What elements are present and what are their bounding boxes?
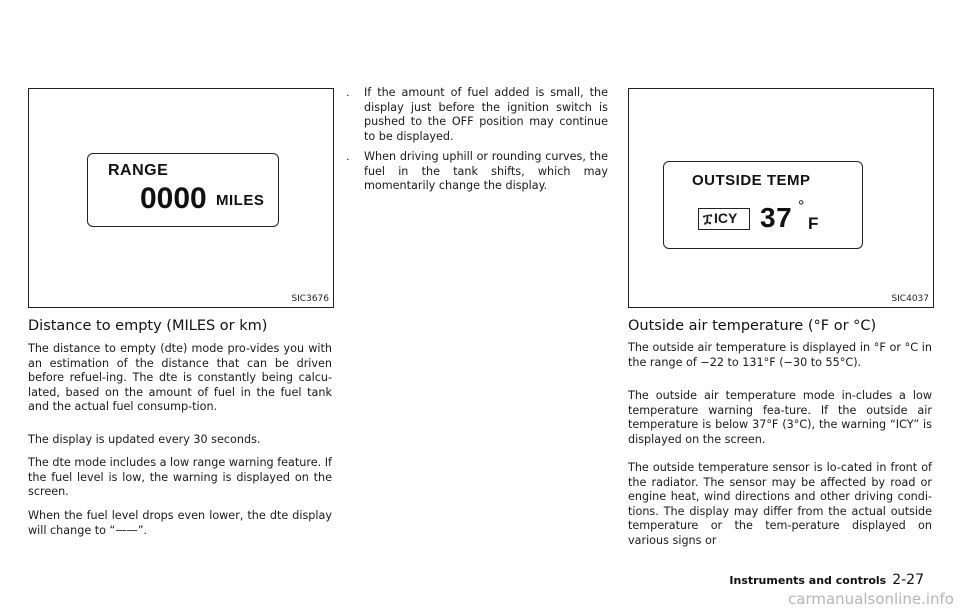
- list-item: [346, 86, 608, 146]
- range-figure: [28, 88, 334, 308]
- paragraph: The outside air temperature is displayed in °F or °C in the range of −22 to 131°F (−30 to 55°C).: [628, 341, 932, 369]
- range-value: 0000: [140, 182, 207, 215]
- degree-symbol: °: [798, 198, 805, 215]
- section-heading-outside-temp: Outside air temperature (°F or °C): [628, 318, 877, 334]
- icy-warning: [698, 208, 750, 230]
- paragraph: The outside temperature sensor is lo-cated in front of the radiator. The sensor may be affected by road or engine heat, wind directions and other driving condi-tions. The display may differ from the actual outside temperature or the tem-perature displayed on various signs or: [628, 461, 932, 547]
- bullet-symbol: .: [346, 86, 350, 99]
- ice-icon: ፗ: [703, 211, 713, 226]
- range-display: [87, 153, 279, 227]
- temp-unit: F: [808, 214, 819, 233]
- outside-temp-figure: [628, 88, 934, 308]
- figure-code: SIC3676: [291, 294, 329, 304]
- range-unit: MILES: [216, 192, 265, 209]
- outside-temp-display: [663, 161, 863, 249]
- icy-label: ICY: [714, 210, 738, 226]
- temp-value: 37: [760, 202, 793, 233]
- bullet-text: When driving uphill or rounding curves, the fuel in the tank shifts, which may momentarily change the display.: [364, 150, 608, 192]
- section-heading-dte: Distance to empty (MILES or km): [28, 318, 268, 334]
- paragraph: When the fuel level drops even lower, the dte display will change to “——”.: [28, 509, 332, 537]
- paragraph: The outside air temperature mode in-cludes a low temperature warning fea-ture. If the outside air temperature is below 37°F (3°C), the warning “ICY” is displayed on the screen.: [628, 389, 932, 446]
- bullet-symbol: .: [346, 150, 350, 163]
- range-title: RANGE: [108, 162, 169, 179]
- footer-section: Instruments and controls: [729, 574, 887, 587]
- bullet-text: If the amount of fuel added is small, the display just before the ignition switch is pushed to the OFF position may continue to be displayed.: [364, 86, 608, 143]
- paragraph: The display is updated every 30 seconds.: [28, 433, 261, 446]
- paragraph: The dte mode includes a low range warning feature. If the fuel level is low, the warning is displayed on the screen.: [28, 456, 332, 498]
- figure-code: SIC4037: [891, 294, 929, 304]
- paragraph: The distance to empty (dte) mode pro-vides you with an estimation of the distance that can be driven before refuel-ing. The dte is constantly being calcu-lated, based on the amount of fuel in the fuel tank and the actual fuel consump-tion.: [28, 342, 332, 413]
- page-number: 2-27: [892, 572, 924, 588]
- list-item: [346, 150, 608, 210]
- outside-temp-title: OUTSIDE TEMP: [692, 172, 811, 189]
- watermark: carmanualsonline.info: [788, 590, 954, 608]
- page-footer: [729, 572, 924, 588]
